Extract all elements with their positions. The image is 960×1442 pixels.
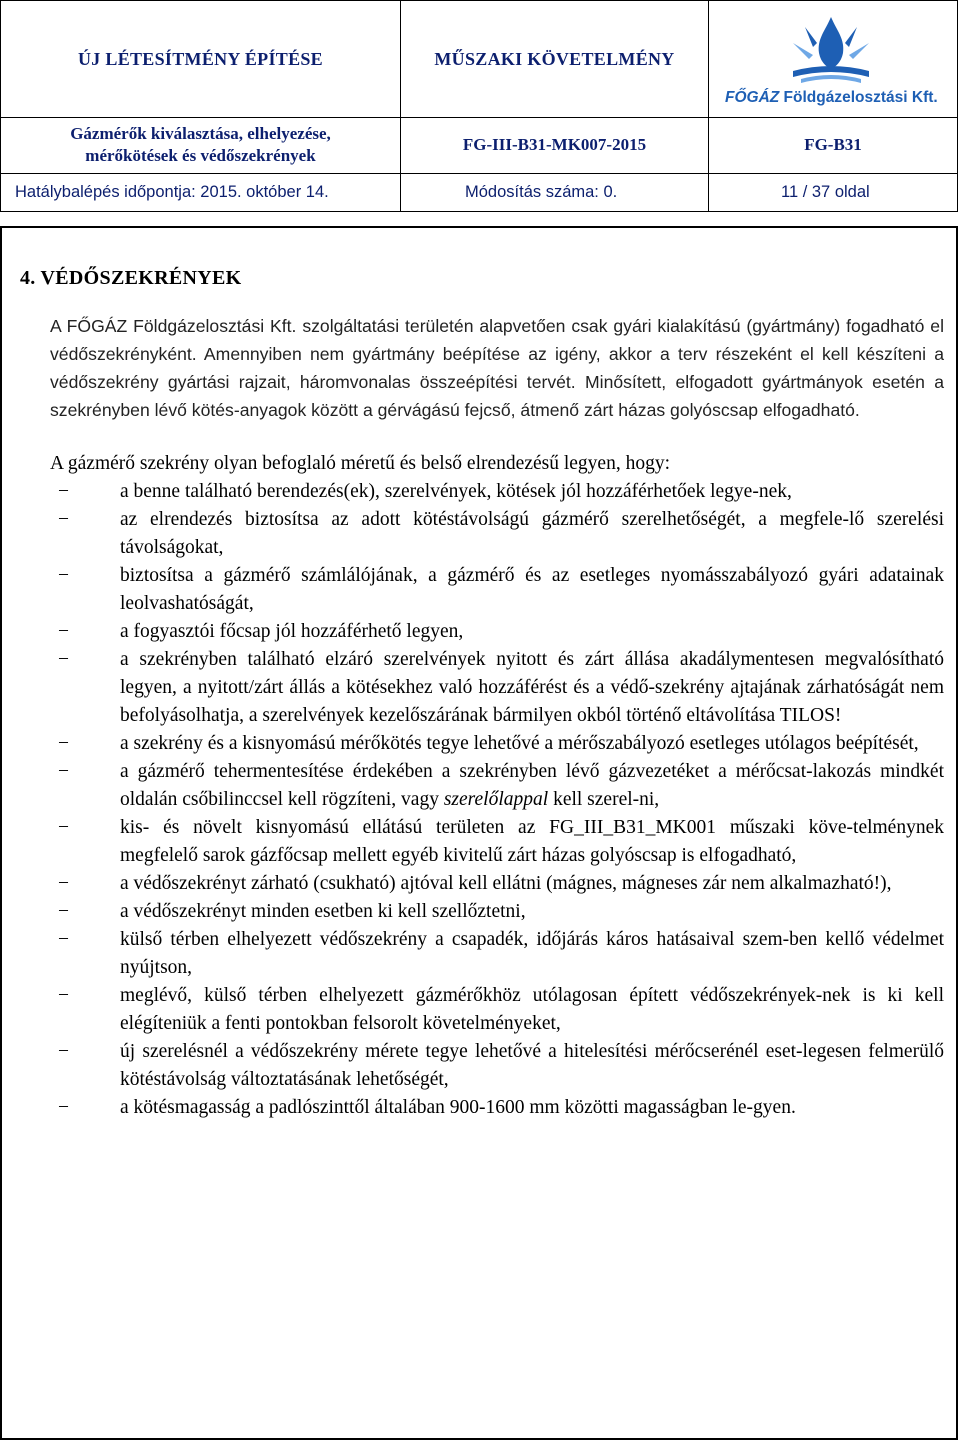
- list-item: [20, 618, 944, 646]
- header-subject-cell: [1, 117, 401, 173]
- dash-bullet: −: [58, 817, 69, 838]
- dash-bullet: −: [58, 1041, 69, 1062]
- list-item-text: a védőszekrényt zárható (csukható) ajtóval kell ellátni (mágnes, mágneses zár nem alkalmazható!),: [120, 873, 892, 894]
- requirements-list: [20, 478, 944, 1122]
- list-item-text: új szerelésnél a védőszekrény mérete tegye lehetővé a hitelesítési mérőcserénél eset-legesen felmerülő kötéstávolság változtatásának lehetőségét,: [120, 1041, 944, 1090]
- logo-prefix: FŐGÁZ: [725, 89, 780, 106]
- list-item-text-tail: kell szerel-ni,: [548, 789, 660, 810]
- list-item-text: a szekrényben található elzáró szerelvények nyitott és zárt állása akadálymentesen megvalósítható legyen, a nyitott/zárt állás a kötésekhez való hozzáférést és a védő-szekrény ajtajának zárhatóságát nem befolyásolhatja, a szerelvények kezelőszárának bármilyen okból történő eltávolítása TILOS!: [120, 649, 944, 726]
- title-left: ÚJ LÉTESÍTMÉNY ÉPÍTÉSE: [77, 48, 323, 69]
- list-item: [20, 478, 944, 506]
- dash-bullet: −: [58, 901, 69, 922]
- list-item-text: a fogyasztói főcsap jól hozzáférhető legyen,: [120, 621, 464, 642]
- header-title-left: [1, 1, 401, 117]
- dash-bullet: −: [58, 733, 69, 754]
- header-meta-row: [1, 173, 957, 211]
- list-item-text: a kötésmagasság a padlószinttől általában 900-1600 mm közötti magasságban le-gyen.: [120, 1097, 796, 1118]
- dash-bullet: −: [58, 929, 69, 950]
- dash-bullet: −: [58, 621, 69, 642]
- emphasis-text: szerelőlappal: [443, 789, 549, 810]
- list-item-text: meglévő, külső térben elhelyezett gázmérőkhöz utólagosan épített védőszekrények-nek is ki kell elégíteniük a fenti pontokban felsorolt követelményeket,: [120, 985, 944, 1034]
- list-item-text: az elrendezés biztosítsa az adott kötéstávolságú gázmérő szerelhetőségét, a megfele-lő szerelési távolságokat,: [120, 509, 944, 558]
- list-item-text: biztosítsa a gázmérő számlálójának, a gázmérő és az esetleges nyomásszabályozó gyári adatainak leolvashatóságát,: [120, 565, 944, 614]
- list-item: [20, 870, 944, 898]
- dash-bullet: −: [58, 873, 69, 894]
- list-item: [20, 646, 944, 730]
- doc-id: FG-III-B31-MK007-2015: [462, 135, 647, 154]
- document-header: [0, 0, 958, 212]
- list-item-text: a védőszekrényt minden esetben ki kell szellőztetni,: [120, 901, 526, 922]
- list-item: [20, 730, 944, 758]
- dash-bullet: −: [58, 565, 69, 586]
- section-intro: A FŐGÁZ Földgázelosztási Kft. szolgáltatási területén alapvetően csak gyári kialakítású (gyártmány) fogadható el védőszekrényként. Amennyiben nem gyártmány beépítése az igény, akkor a terv részeként el kell készíteni a védőszekrény gyártási rajzait, háromvonalas összeépítési tervét. Minősített, elfogadott gyártmányok esetén a szekrényben lévő kötés-anyagok között a gérvágású fejcső, átmenő zárt házas golyóscsap elfogadható.: [50, 316, 944, 420]
- list-item-text: a gázmérő tehermentesítése érdekében a szekrényben lévő gázvezetéket a mérőcsat-lakozás mindkét oldalán csőbilinccsel kell rögzíteni, vagy: [120, 761, 944, 810]
- content-frame: [0, 226, 958, 1440]
- dash-bullet: −: [58, 509, 69, 530]
- subject-line-1: Gázmérők kiválasztása, elhelyezése,: [70, 124, 331, 143]
- revision-number: Módosítás száma: 0.: [401, 173, 709, 211]
- list-item: [20, 926, 944, 982]
- logo-suffix: Földgázelosztási Kft.: [779, 89, 938, 106]
- section-content: [20, 246, 944, 1122]
- dash-bullet: −: [58, 985, 69, 1006]
- list-item-text: a benne található berendezés(ek), szerelvények, kötések jól hozzáférhetőek legye-nek,: [120, 481, 792, 502]
- list-item: [20, 898, 944, 926]
- effective-date: Hatálybalépés időpontja: 2015. október 14.: [1, 173, 401, 211]
- header-code-cell: [709, 117, 957, 173]
- requirements-lead: A gázmérő szekrény olyan befoglaló méretű és belső elrendezésű legyen, hogy:: [50, 453, 670, 474]
- list-item: [20, 506, 944, 562]
- dash-bullet: −: [58, 761, 69, 782]
- company-logo: [713, 13, 953, 113]
- list-item: [20, 814, 944, 870]
- list-item-text: a szekrény és a kisnyomású mérőkötés tegye lehetővé a mérőszabályozó esetleges utólagos beépítését,: [120, 733, 919, 754]
- header-title-mid: [401, 1, 709, 117]
- list-item: [20, 1038, 944, 1094]
- logo-wordmark: [725, 89, 938, 107]
- list-item: [20, 562, 944, 618]
- list-item-text: kis- és növelt kisnyomású ellátású területen az FG_III_B31_MK001 műszaki köve-telménynek megfelelő sarok gázfőcsap mellett egyéb kivitelű zárt házas golyóscsap is elfogadható,: [120, 817, 944, 866]
- subject-title: [70, 123, 331, 167]
- list-item: [20, 1094, 944, 1122]
- dash-bullet: −: [58, 481, 69, 502]
- title-mid: MŰSZAKI KÖVETELMÉNY: [434, 48, 675, 69]
- list-item: [20, 758, 944, 814]
- subject-line-2: mérőkötések és védőszekrények: [85, 146, 316, 165]
- doc-code: FG-B31: [804, 135, 862, 154]
- flame-icon: [713, 13, 953, 89]
- header-docid-cell: [401, 117, 709, 173]
- dash-bullet: −: [58, 1097, 69, 1118]
- list-item: [20, 982, 944, 1038]
- section-heading: 4. VÉDŐSZEKRÉNYEK: [20, 267, 242, 289]
- list-item-text: külső térben elhelyezett védőszekrény a csapadék, időjárás káros hatásaival szem-ben kellő védelmet nyújtson,: [120, 929, 944, 978]
- dash-bullet: −: [58, 649, 69, 670]
- page-number: 11 / 37 oldal: [781, 182, 870, 201]
- header-subject-row: [1, 117, 957, 174]
